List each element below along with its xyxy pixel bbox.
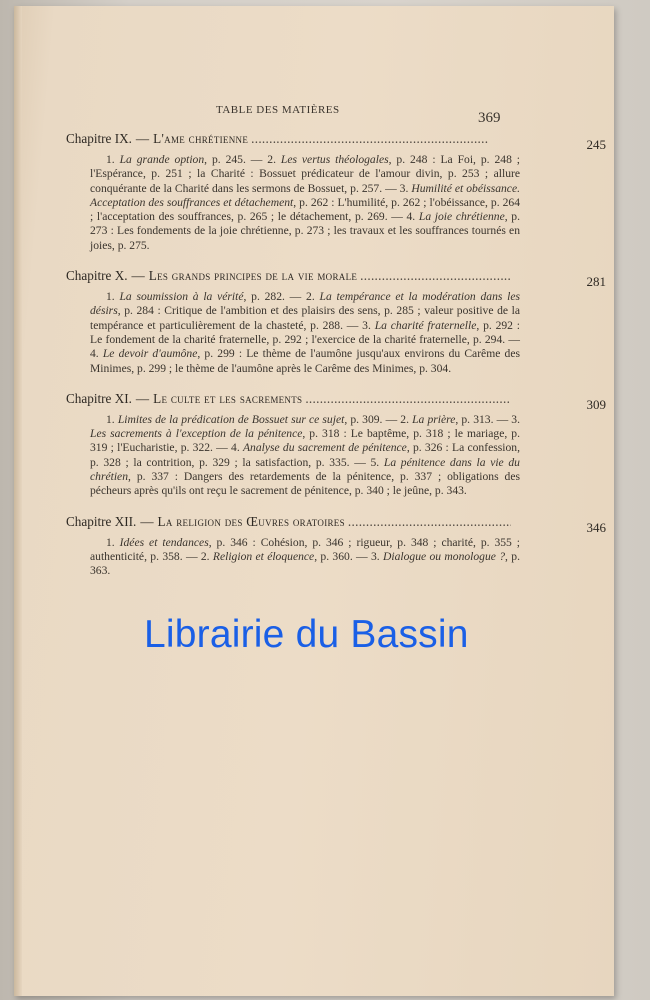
summary-run: , p. 313. — 3. — [455, 412, 520, 426]
chapter-separator: — — [135, 131, 150, 146]
summary-run: 1. — [106, 535, 120, 549]
chapter-summary-text — [90, 536, 520, 579]
summary-italic-run: La prière — [412, 412, 456, 426]
summary-italic-run: La tempérance et la modération dans les désirs — [90, 290, 521, 318]
summary-italic-run: La joie chrétienne — [418, 210, 505, 224]
summary-italic-run: Analyse du sacrement de pénitence — [242, 441, 407, 455]
summary-run: , p. 284 : Critique de l'ambition et des plaisirs des sens, p. 285 ; valeur positive de la tempérance et particulièrement de la chasteté, p. 288. — 3. — [90, 304, 520, 332]
summary-run: , p. 337 : Dangers des retardements de la pénitence, p. 337 ; obligations des pécheurs après qu'ils ont reçu le sacrement de pénitence, p. 340 ; le jeûne, p. 343. — [90, 470, 520, 498]
watermark-text: Librairie du Bassin — [144, 613, 469, 656]
dot-leader — [348, 513, 511, 530]
chapter-title: La religion des Œuvres oratoires — [157, 513, 345, 529]
chapter-label: Chapitre XI. — [66, 390, 132, 406]
chapter-page-number: 346 — [586, 519, 606, 535]
chapter-title: Les grands principes de la vie morale — [148, 268, 358, 284]
summary-run: , p. 346 : Cohésion, p. 346 ; rigueur, p. 348 ; charité, p. 355 ; authenticité, p. 358. — 2. — [90, 535, 521, 563]
summary-italic-run: Humilité et obéissance. Acceptation des souffrances et détachement — [90, 181, 520, 209]
chapter-summary — [90, 413, 520, 499]
chapter-summary-text — [90, 153, 520, 253]
chapter-title: Le culte et les sacrements — [153, 390, 303, 406]
chapter-summary-text — [90, 290, 520, 376]
summary-run: , p. 299 : Le thème de l'aumône jusqu'aux environs du Carême des Minimes, p. 299 ; le thème de l'aumône après le Carême des Minimes, p. 304. — [90, 347, 520, 375]
summary-run: , p. 309. — 2. — [344, 412, 413, 426]
summary-italic-run: Dialogue ou monologue ? — [383, 549, 506, 563]
chapter-separator: — — [135, 390, 150, 406]
chapter-entry — [66, 267, 606, 376]
dot-leader — [305, 390, 511, 407]
running-head: TABLE DES MATIÈRES — [216, 104, 340, 116]
summary-run: , p. 363. — [90, 549, 520, 578]
summary-italic-run: Limites de la prédication de Bossuet sur ce sujet — [117, 412, 345, 426]
summary-run: , p. 245. — 2. — [204, 153, 281, 166]
chapter-summary-text — [90, 413, 520, 499]
page-edge-shadow — [14, 6, 22, 996]
summary-run: , p. 326 : La confession, p. 328 ; la contrition, p. 329 ; la satisfaction, p. 335. — 5. — [90, 441, 520, 469]
chapter-heading — [66, 267, 606, 290]
chapter-summary — [90, 536, 520, 579]
summary-italic-run: La pénitence dans la vie du chrétien — [90, 455, 520, 484]
chapter-page-number: 245 — [586, 137, 606, 152]
chapter-entry — [66, 390, 606, 499]
summary-italic-run: Religion et éloquence — [212, 549, 315, 563]
summary-run: , p. 248 : La Foi, p. 248 ; l'Espérance, p. 251 ; la Charité : Bossuet prédicateur de l'amour divin, p. 253 ; allure conquérante de la Charité dans les sermons de Bossuet, p. 257. — 3. — [90, 153, 520, 195]
chapter-heading — [66, 390, 606, 412]
chapter-entry — [66, 130, 606, 253]
page-number: 369 — [478, 110, 501, 126]
summary-run: , p. 318 : Le baptême, p. 318 ; le mariage, p. 319 ; l'Eucharistie, p. 322. — 4. — [90, 427, 520, 455]
chapter-heading — [66, 130, 606, 152]
summary-italic-run: Idées et tendances — [119, 535, 209, 549]
chapter-separator: — — [131, 268, 145, 284]
summary-run: 1. — [106, 153, 120, 166]
chapter-page-number: 281 — [586, 274, 606, 290]
summary-italic-run: Les sacrements à l'exception de la pénitence — [90, 427, 303, 441]
summary-run: , p. 262 : L'humilité, p. 262 ; l'obéissance, p. 264 ; l'acceptation des souffrances, p. 265 ; le détachement, p. 269. — 4. — [90, 195, 520, 224]
summary-run: , p. 360. — 3. — [314, 549, 383, 563]
chapter-page-number: 309 — [586, 396, 606, 412]
summary-italic-run: La grande option — [119, 153, 205, 166]
dot-leader — [251, 130, 511, 147]
chapter-heading — [66, 513, 606, 535]
summary-run: , p. 282. — 2. — [243, 290, 320, 304]
chapter-label: Chapitre XII. — [66, 513, 137, 529]
chapter-summary — [90, 153, 520, 253]
dot-leader — [360, 267, 511, 284]
table-of-contents — [66, 130, 606, 593]
chapter-label: Chapitre X. — [66, 268, 128, 284]
summary-run: , p. 273 : Les fondements de la joie chrétienne, p. 273 ; les travaux et les souffrances tournés en joies, p. 275. — [90, 210, 521, 252]
summary-italic-run: Le devoir d'aumône — [102, 347, 198, 361]
summary-italic-run: Les vertus théologales — [280, 153, 389, 166]
summary-italic-run: La soumission à la vérité — [119, 290, 244, 304]
chapter-label: Chapitre IX. — [66, 131, 132, 146]
summary-run: 1. — [106, 412, 118, 426]
chapter-separator: — — [140, 513, 154, 529]
chapter-entry — [66, 513, 606, 579]
summary-run: , p. 292 : Le fondement de la charité fraternelle, p. 292 ; l'exercice de la charité fraternelle, p. 294. — 4. — [90, 318, 521, 361]
chapter-title: L'ame chrétienne — [153, 131, 249, 146]
summary-italic-run: La charité fraternelle — [374, 318, 477, 332]
summary-run: 1. — [106, 290, 120, 304]
chapter-summary — [90, 290, 520, 376]
